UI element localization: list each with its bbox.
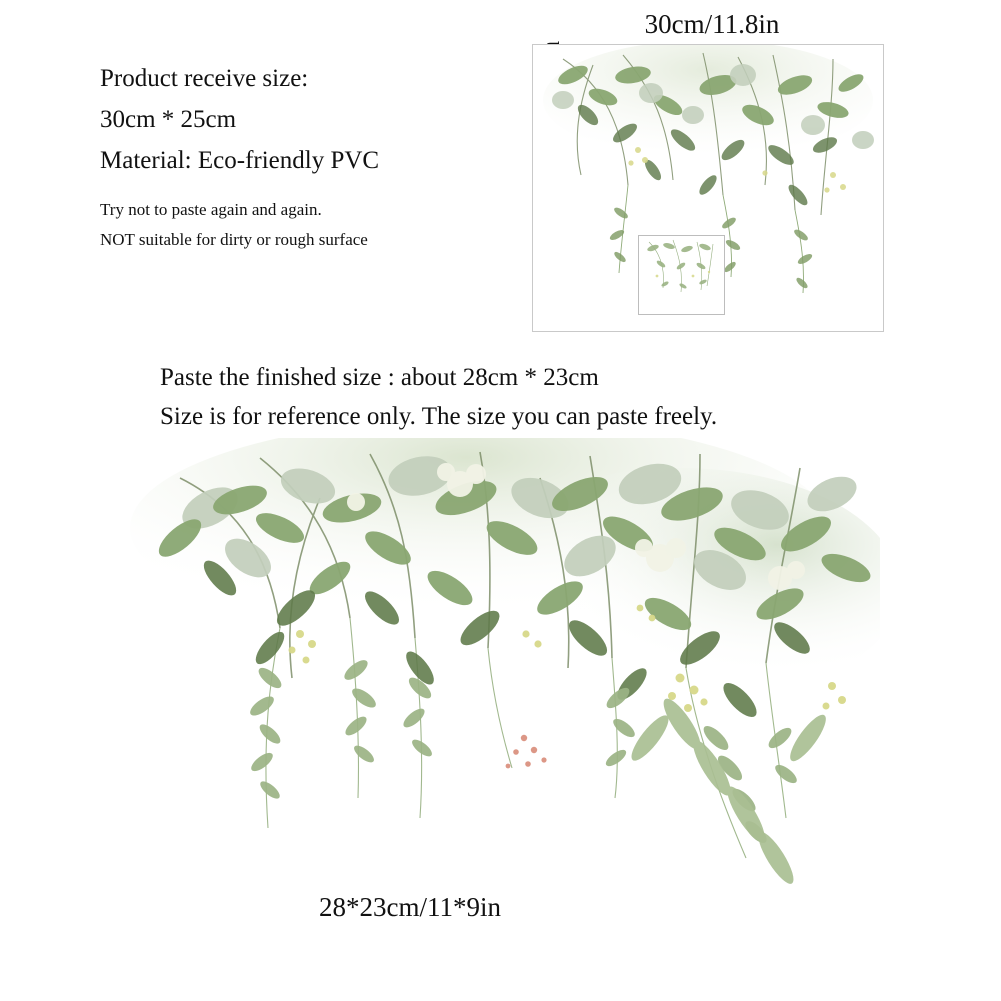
product-material-text: Material: Eco-friendly PVC bbox=[100, 147, 380, 174]
sample-panel bbox=[492, 8, 892, 338]
main-greenery-artwork bbox=[120, 438, 880, 898]
caption-block bbox=[160, 358, 940, 436]
scale-reference-thumbnail bbox=[638, 235, 725, 315]
paste-warning-text: Try not to paste again and again. bbox=[100, 200, 322, 219]
main-artwork-illustration bbox=[120, 438, 880, 898]
reference-only-caption: Size is for reference only. The size you can paste freely. bbox=[160, 403, 718, 430]
surface-warning-text: NOT suitable for dirty or rough surface bbox=[100, 230, 368, 249]
product-info-block bbox=[100, 58, 500, 255]
thumbnail-greenery-illustration bbox=[639, 236, 724, 314]
finished-size-caption: Paste the finished size : about 28cm * 23cm bbox=[160, 364, 599, 391]
product-receive-size-label: Product receive size: bbox=[100, 65, 309, 92]
main-artwork-dimension-label: 28*23cm/11*9in bbox=[319, 892, 501, 922]
info-spacer bbox=[100, 181, 500, 195]
sample-width-dimension: 30cm/11.8in bbox=[644, 9, 780, 39]
sample-image-frame bbox=[532, 44, 884, 332]
product-receive-size-value: 30cm * 25cm bbox=[100, 106, 237, 133]
